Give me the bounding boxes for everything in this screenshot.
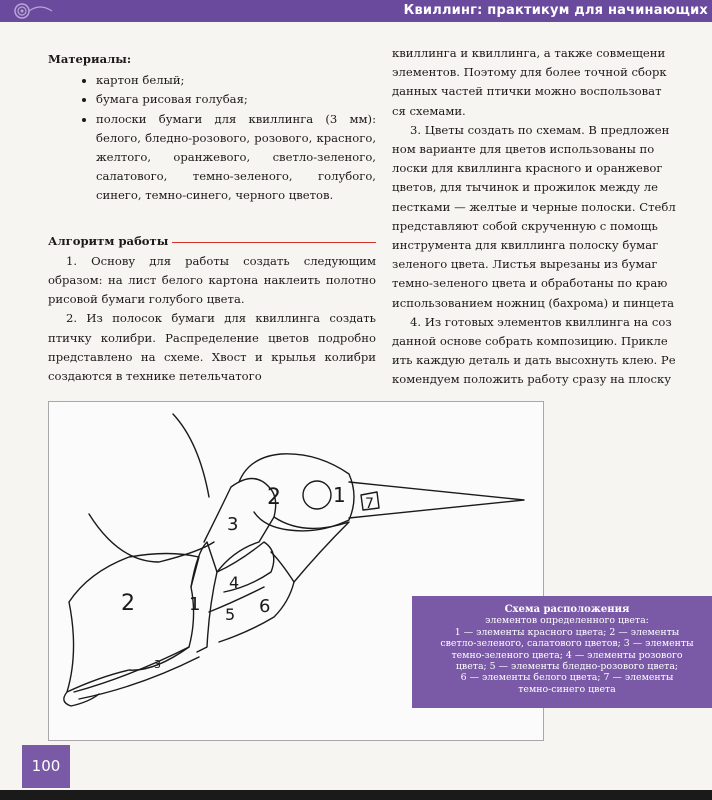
text-line: лоски для квиллинга красного и оранжевог [392, 161, 663, 176]
throat [274, 517, 349, 582]
label-7-beak: 7 [365, 496, 374, 512]
text-line: использованием ножниц (бахрома) и пинцета [392, 295, 675, 310]
eye-ring [303, 481, 331, 509]
text-line: квиллинга и квиллинга, а также совмещени [392, 46, 666, 60]
text-line: 4. Из готовых элементов квиллинга на соз [410, 314, 672, 329]
caption-line: 6 — элементы белого цвета; 7 — элементы [460, 672, 674, 684]
text-line: темно-зеленого цвета и обработаны по краю [392, 276, 668, 291]
materials-list [48, 71, 376, 205]
text-line: представляют собой скрученную с помощь [392, 218, 658, 233]
label-4: 4 [229, 573, 240, 592]
label-3-neck: 3 [227, 514, 239, 535]
text-line: инструмента для квиллинга полоску бумаг [392, 238, 659, 253]
bottom-edge [0, 790, 712, 800]
belly-line-2 [79, 657, 199, 699]
text-line: элементов. Поэтому для более точной сборк [392, 65, 667, 80]
text-line: данной основе собрать композицию. Прикле [392, 334, 668, 349]
materials-item: • бумага рисовая голубая; [96, 90, 376, 109]
algorithm-heading: Алгоритм работы [48, 233, 169, 248]
text-line: зеленого цвета. Листья вырезаны из бумаг [392, 257, 658, 272]
caption-line: цвета; 5 — элементы бледно-розового цвета; [455, 661, 679, 673]
collar [204, 479, 276, 573]
beak [349, 482, 524, 518]
swirl-ornament-icon [10, 1, 54, 21]
text-line: ить каждую деталь и дать высохнуть клею. Ре [392, 353, 676, 368]
materials-item: • картон белый; [96, 71, 376, 90]
caption-line: темно-синего цвета [518, 683, 616, 695]
materials-item: • полоски бумаги для квиллинга (3 мм): белого, бледно-розового, розового, красного, желтого, оранжевого, светло-зеленого, салатового, темно-зеленого, голубого, синего, темно-синего, черного цветов. [96, 110, 376, 206]
label-1-strip: 1 [189, 594, 201, 615]
label-1-eye: 1 [333, 483, 346, 507]
page-header [0, 0, 712, 22]
label-2-head: 2 [267, 485, 281, 510]
caption-line: элементов определенного цвета: [485, 615, 649, 627]
text-line: ся схемами. [392, 103, 466, 118]
label-3-belly: 3 [154, 658, 161, 671]
caption-line: 1 — элементы красного цвета; 2 — элементы [454, 626, 680, 638]
label-2-wing: 2 [121, 591, 135, 616]
caption-line: светло-зеленого, салатового цветов; 3 — элементы [440, 638, 694, 650]
text-line: 3. Цветы создать по схемам. В предложен [410, 122, 670, 137]
materials-heading: Материалы: [48, 52, 132, 66]
body-outline [67, 554, 199, 693]
right-column [392, 44, 712, 390]
caption-title: Схема расположения [504, 604, 630, 615]
caption-line: темно-зеленого цвета; 4 — элементы розового [451, 649, 683, 661]
text-line: ном варианте для цветов использованы по [392, 142, 655, 157]
left-column [48, 44, 376, 386]
running-header-title: Квиллинг: практикум для начинающих [403, 3, 708, 18]
page-number: 100 [22, 745, 70, 788]
text-line: данных частей птички можно воспользоват [392, 84, 662, 99]
paragraph: 1. Основу для работы создать следующим образом: на лист белого картона наклеить полотно рисовой бумаги голубого цвета. [48, 253, 376, 307]
text-line: комендуем положить работу сразу на плоску [392, 372, 672, 387]
algorithm-heading-row [48, 232, 376, 251]
scheme-caption [412, 596, 712, 708]
paragraph: 2. Из полосок бумаги для квиллинга создать птичку колибри. Распределение цветов подробно представлено на схеме. Хвост и крылья колибри создаются в технике петельчатого [48, 311, 376, 384]
label-5: 5 [225, 605, 236, 624]
label-6: 6 [259, 596, 271, 617]
text-line: цветов, для тычинок и прожилок между ле [392, 180, 658, 195]
text-line: пестками — желтые и черные полоски. Стебл [392, 199, 676, 214]
heading-rule [172, 242, 376, 243]
back-curve [173, 414, 209, 497]
segment-4 [217, 542, 274, 592]
